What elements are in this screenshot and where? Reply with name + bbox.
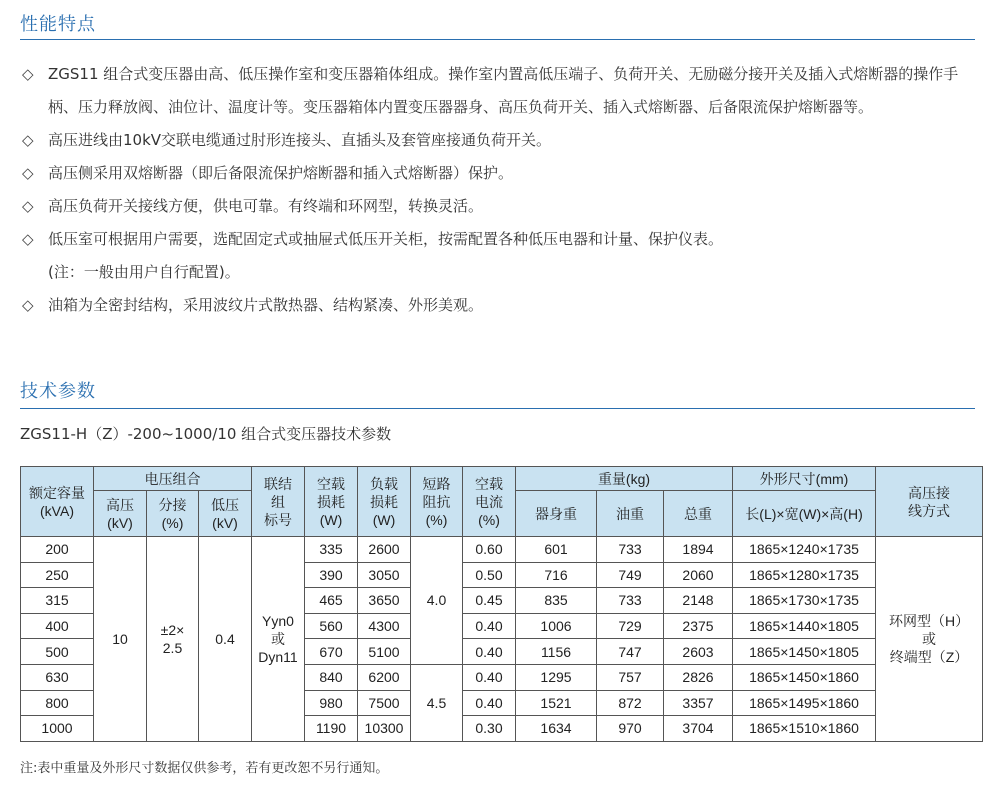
cell-total-weight: 2375 [664, 613, 733, 639]
cell-no-load-current: 0.40 [463, 639, 516, 665]
cell-body-weight: 1521 [516, 690, 597, 716]
cell-dimensions: 1865×1440×1805 [733, 613, 876, 639]
cell-no-load-loss: 840 [305, 664, 358, 690]
header-load-loss: 负载 损耗 (W) [358, 467, 411, 537]
header-tap: 分接 (%) [147, 491, 199, 537]
feature-text: ZGS11 组合式变压器由高、低压操作室和变压器箱体组成。操作室内置高低压端子、负荷开关、无励磁分接开关及插入式熔断器的操作手柄、压力释放阀、油位计、温度计等。变压器箱体内置变压器器身、高压负荷开关、插入式熔断器、后备限流保护熔断器等。 [48, 65, 959, 116]
header-dimensions: 外形尺寸(mm) [733, 467, 876, 491]
cell-load-loss: 2600 [358, 537, 411, 563]
cell-no-load-current: 0.40 [463, 664, 516, 690]
header-dimensions-sub: 长(L)×宽(W)×高(H) [733, 491, 876, 537]
cell-no-load-loss: 335 [305, 537, 358, 563]
cell-no-load-current: 0.45 [463, 588, 516, 614]
cell-oil-weight: 970 [597, 716, 664, 742]
cell-no-load-loss: 390 [305, 562, 358, 588]
feature-text: 高压侧采用双熔断器（即后备限流保护熔断器和插入式熔断器）保护。 [48, 164, 514, 182]
cell-load-loss: 3050 [358, 562, 411, 588]
cell-no-load-loss: 980 [305, 690, 358, 716]
cell-dimensions: 1865×1280×1735 [733, 562, 876, 588]
header-weight: 重量(kg) [516, 467, 733, 491]
diamond-bullet-icon: ◇ [22, 164, 34, 182]
header-connection: 联结 组 标号 [252, 467, 305, 537]
cell-no-load-current: 0.30 [463, 716, 516, 742]
cell-dimensions: 1865×1450×1860 [733, 664, 876, 690]
cell-oil-weight: 733 [597, 588, 664, 614]
diamond-bullet-icon: ◇ [22, 230, 34, 248]
cell-load-loss: 6200 [358, 664, 411, 690]
cell-capacity: 1000 [21, 716, 94, 742]
cell-tap: ±2× 2.5 [147, 537, 199, 742]
cell-dimensions: 1865×1730×1735 [733, 588, 876, 614]
cell-impedance: 4.5 [411, 664, 463, 741]
cell-body-weight: 1634 [516, 716, 597, 742]
cell-capacity: 500 [21, 639, 94, 665]
cell-dimensions: 1865×1495×1860 [733, 690, 876, 716]
cell-total-weight: 2148 [664, 588, 733, 614]
diamond-bullet-icon: ◇ [22, 131, 34, 149]
cell-oil-weight: 729 [597, 613, 664, 639]
header-impedance: 短路 阻抗 (%) [411, 467, 463, 537]
cell-lv: 0.4 [199, 537, 252, 742]
cell-body-weight: 601 [516, 537, 597, 563]
cell-oil-weight: 872 [597, 690, 664, 716]
feature-item [22, 190, 982, 223]
cell-dimensions: 1865×1240×1735 [733, 537, 876, 563]
cell-capacity: 200 [21, 537, 94, 563]
diamond-bullet-icon: ◇ [22, 65, 34, 83]
header-no-load-current: 空载 电流 (%) [463, 467, 516, 537]
header-lv: 低压 (kV) [199, 491, 252, 537]
cell-load-loss: 3650 [358, 588, 411, 614]
cell-capacity: 800 [21, 690, 94, 716]
section-divider [20, 408, 975, 409]
spec-table [20, 466, 983, 742]
header-voltage-group: 电压组合 [94, 467, 252, 491]
cell-total-weight: 1894 [664, 537, 733, 563]
table-row [21, 537, 983, 563]
cell-capacity: 250 [21, 562, 94, 588]
cell-connection: Yyn0 或 Dyn11 [252, 537, 305, 742]
cell-oil-weight: 733 [597, 537, 664, 563]
diamond-bullet-icon: ◇ [22, 197, 34, 215]
diamond-bullet-icon: ◇ [22, 296, 34, 314]
cell-hv: 10 [94, 537, 147, 742]
cell-no-load-loss: 465 [305, 588, 358, 614]
header-no-load-loss: 空载 损耗 (W) [305, 467, 358, 537]
feature-item [22, 289, 982, 322]
header-oil-weight: 油重 [597, 491, 664, 537]
header-body-weight: 器身重 [516, 491, 597, 537]
header-hv: 高压 (kV) [94, 491, 147, 537]
footer-note: 注:表中重量及外形尺寸数据仅供参考，若有更改恕不另行通知。 [20, 761, 389, 776]
cell-capacity: 630 [21, 664, 94, 690]
cell-oil-weight: 757 [597, 664, 664, 690]
feature-text: 低压室可根据用户需要，选配固定式或抽屉式低压开关柜，按需配置各种低压电器和计量、保护仪表。 [48, 230, 724, 248]
cell-total-weight: 3357 [664, 690, 733, 716]
cell-dimensions: 1865×1510×1860 [733, 716, 876, 742]
cell-no-load-loss: 670 [305, 639, 358, 665]
cell-total-weight: 3704 [664, 716, 733, 742]
feature-text: 高压进线由10kV交联电缆通过肘形连接头、直插头及套管座接通负荷开关。 [48, 131, 552, 149]
cell-no-load-loss: 560 [305, 613, 358, 639]
cell-oil-weight: 749 [597, 562, 664, 588]
cell-oil-weight: 747 [597, 639, 664, 665]
cell-load-loss: 10300 [358, 716, 411, 742]
cell-load-loss: 5100 [358, 639, 411, 665]
feature-item [22, 157, 982, 190]
cell-dimensions: 1865×1450×1805 [733, 639, 876, 665]
feature-list [22, 58, 982, 322]
feature-item [22, 58, 982, 124]
cell-no-load-current: 0.50 [463, 562, 516, 588]
cell-no-load-current: 0.40 [463, 690, 516, 716]
section-divider [20, 39, 975, 40]
cell-no-load-current: 0.60 [463, 537, 516, 563]
cell-capacity: 400 [21, 613, 94, 639]
cell-body-weight: 835 [516, 588, 597, 614]
cell-body-weight: 1156 [516, 639, 597, 665]
section-title-features: 性能特点 [20, 14, 96, 35]
cell-total-weight: 2060 [664, 562, 733, 588]
cell-impedance: 4.0 [411, 537, 463, 665]
feature-note: (注：一般由用户自行配置)。 [48, 263, 240, 281]
cell-body-weight: 1006 [516, 613, 597, 639]
cell-load-loss: 7500 [358, 690, 411, 716]
cell-body-weight: 716 [516, 562, 597, 588]
feature-text: 油箱为全密封结构，采用波纹片式散热器、结构紧凑、外形美观。 [48, 296, 484, 314]
table-caption: ZGS11-H（Z）-200~1000/10 组合式变压器技术参数 [20, 425, 392, 443]
feature-item [22, 124, 982, 157]
header-rated-capacity: 额定容量 (kVA) [21, 467, 94, 537]
cell-total-weight: 2826 [664, 664, 733, 690]
feature-text: 高压负荷开关接线方便，供电可靠。有终端和环网型，转换灵活。 [48, 197, 484, 215]
cell-load-loss: 4300 [358, 613, 411, 639]
cell-total-weight: 2603 [664, 639, 733, 665]
cell-body-weight: 1295 [516, 664, 597, 690]
cell-no-load-loss: 1190 [305, 716, 358, 742]
feature-item [22, 223, 982, 256]
cell-capacity: 315 [21, 588, 94, 614]
header-hv-mode: 高压接 线方式 [876, 467, 983, 537]
cell-hv-mode: 环网型（H） 或 终端型（Z） [876, 537, 983, 742]
section-title-specs: 技术参数 [20, 381, 96, 402]
header-total-weight: 总重 [664, 491, 733, 537]
cell-no-load-current: 0.40 [463, 613, 516, 639]
